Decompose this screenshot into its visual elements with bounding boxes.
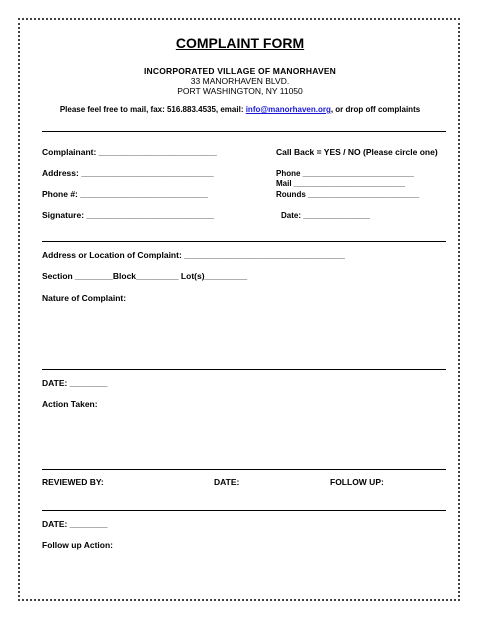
address-field[interactable]: Address: ____________________________: [42, 168, 214, 178]
form-title: COMPLAINT FORM: [175, 35, 305, 51]
review-date-label: DATE:: [214, 477, 240, 487]
divider-5: [42, 510, 446, 511]
org-address-line2: PORT WASHINGTON, NY 11050: [177, 86, 303, 96]
follow-date-field[interactable]: DATE: ________: [42, 519, 108, 529]
divider-3: [42, 369, 446, 370]
divider-1: [42, 131, 446, 132]
rounds-field[interactable]: Rounds _________________________: [276, 190, 420, 199]
signature-field[interactable]: Signature: ___________________________: [42, 210, 215, 220]
nature-of-complaint-label: Nature of Complaint:: [42, 293, 127, 303]
contact-instructions: [0, 105, 480, 114]
divider-2: [42, 241, 446, 242]
divider-4: [42, 469, 446, 470]
follow-up-label: FOLLOW UP:: [330, 477, 384, 487]
mail-field[interactable]: Mail _________________________: [276, 179, 406, 188]
action-date-field[interactable]: DATE: ________: [42, 378, 108, 388]
action-taken-label: Action Taken:: [42, 399, 98, 409]
callback-field[interactable]: Call Back = YES / NO (Please circle one): [276, 147, 438, 157]
phone-field[interactable]: Phone #: ___________________________: [42, 189, 208, 199]
contact-suffix: , or drop off complaints: [330, 105, 421, 114]
org-address-line1: 33 MANORHAVEN BLVD.: [190, 76, 290, 86]
contact-prefix: Please feel free to mail, fax: 516.883.4535, email:: [59, 105, 246, 114]
section-block-lot-field[interactable]: Section ________Block_________ Lot(s)_________: [42, 271, 248, 281]
phone-right-field[interactable]: Phone _________________________: [276, 169, 414, 178]
date-field[interactable]: Date: _______________: [281, 211, 370, 220]
reviewed-by-label: REVIEWED BY:: [42, 477, 104, 487]
contact-email-link[interactable]: info@manorhaven.org: [245, 105, 331, 114]
follow-up-action-label: Follow up Action:: [42, 540, 113, 550]
location-field[interactable]: Address or Location of Complaint: __________________________________: [42, 250, 345, 260]
complainant-field[interactable]: Complainant: _________________________: [42, 147, 217, 157]
org-name: INCORPORATED VILLAGE OF MANORHAVEN: [143, 66, 337, 76]
